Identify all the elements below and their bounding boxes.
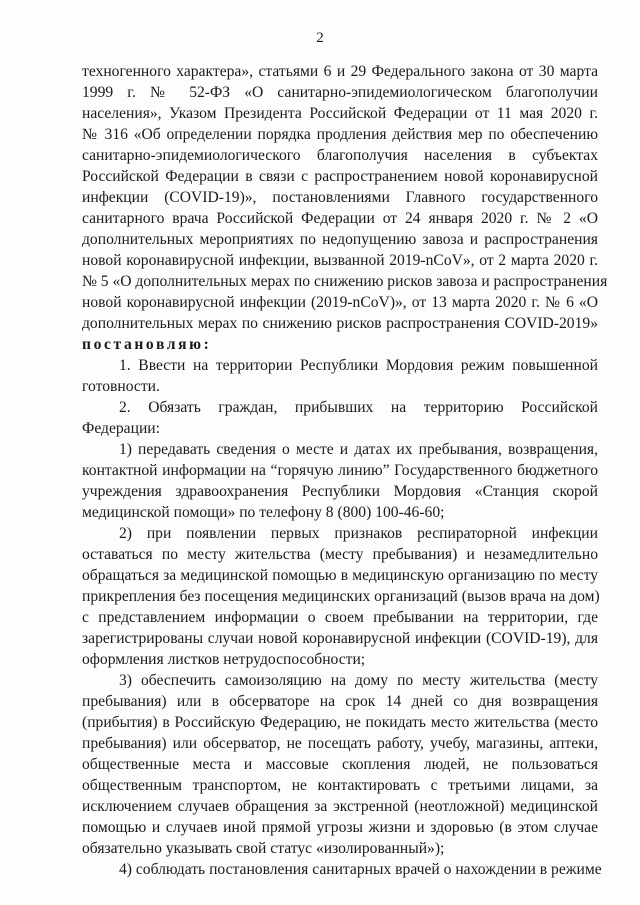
text-line: (прибытия) в Российскую Федерацию, не покидать место жительства (место (82, 714, 598, 731)
text-line: санитарного врача Российской Федерации от 24 января 2020 г. № 2 «О (82, 210, 598, 227)
paragraph-line: 3) обеспечить самоизоляцию на дому по месту жительства (месту (119, 672, 598, 689)
paragraph-line: 1. Ввести на территории Республики Мордовия режим повышенной (119, 357, 598, 374)
text-line: с представлением информации о своем пребывании на территории, где (82, 609, 598, 626)
text-line: техногенного характера», статьями 6 и 29 Федерального закона от 30 марта (82, 63, 598, 80)
page-number: 2 (316, 30, 324, 46)
text-line: медицинской помощи» по телефону 8 (800) 100-46-60; (82, 504, 445, 521)
text-line: пребывания) или в обсерваторе на срок 14 дней со дня возвращения (82, 693, 598, 710)
paragraph-line: 2) при появлении первых признаков респираторной инфекции (119, 525, 598, 542)
text-line: готовности. (82, 378, 160, 395)
paragraph-line: 1) передавать сведения о месте и датах их пребывания, возвращения, (119, 441, 598, 458)
text-line: № 5 «О дополнительных мерах по снижению рисков завоза и распространения (82, 273, 608, 290)
paragraph-line: 2. Обязать граждан, прибывших на территорию Российской (119, 399, 598, 416)
text-line: оставаться по месту жительства (месту пребывания) и незамедлительно (82, 546, 598, 563)
paragraph-line: 4) соблюдать постановления санитарных врачей о нахождении в режиме (119, 861, 602, 878)
text-line: зарегистрированы случаи новой коронавирусной инфекции (COVID-19), для (82, 630, 598, 647)
text-line: № 316 «Об определении порядка продления действия мер по обеспечению (82, 126, 598, 143)
text-line: дополнительных мерах по снижению рисков распространения COVID-2019» (82, 315, 598, 332)
text-line: Российской Федерации в связи с распространением новой коронавирусной (82, 168, 598, 185)
text-line: оформления листков нетрудоспособности; (82, 651, 366, 668)
text-line: обязательно указывать свой статус «изолированный»); (82, 840, 445, 857)
text-line: Федерации: (82, 420, 160, 437)
text-line: 1999 г. № 52-ФЗ «О санитарно-эпидемиологическом благополучии (82, 84, 598, 101)
resolution-heading: постановляю: (82, 336, 212, 353)
text-line: помощью и случаев иной прямой угрозы жизни и здоровью (в этом случае (82, 819, 598, 836)
text-line: исключением случаев обращения за экстренной (неотложной) медицинской (82, 798, 598, 815)
text-line: инфекции (COVID-19)», постановлениями Главного государственного (82, 189, 598, 206)
text-line: дополнительных мероприятиях по недопущению завоза и распространения (82, 231, 598, 248)
text-line: санитарно-эпидемиологического благополучия населения в субъектах (82, 147, 598, 164)
text-line: пребывания) или обсерватор, не посещать работу, учебу, магазины, аптеки, (82, 735, 598, 752)
text-line: новой коронавирусной инфекции, вызванной 2019-nCoV», от 2 марта 2020 г. (82, 252, 598, 269)
text-line: обращаться за медицинской помощью в медицинскую организацию по месту (82, 567, 598, 584)
text-line: прикрепления без посещения медицинских организаций (вызов врача на дом) (82, 588, 600, 605)
text-line: новой коронавирусной инфекции (2019-nCoV)», от 13 марта 2020 г. № 6 «О (82, 294, 598, 311)
text-line: населения», Указом Президента Российской Федерации от 11 мая 2020 г. (82, 105, 598, 122)
text-line: контактной информации на “горячую линию” Государственного бюджетного (82, 462, 598, 479)
text-line: учреждения здравоохранения Республики Мордовия «Станция скорой (82, 483, 598, 500)
text-line: общественным транспортом, не контактировать с третьими лицами, за (82, 777, 598, 794)
text-line: общественные места и массовые скопления людей, не пользоваться (82, 756, 598, 773)
